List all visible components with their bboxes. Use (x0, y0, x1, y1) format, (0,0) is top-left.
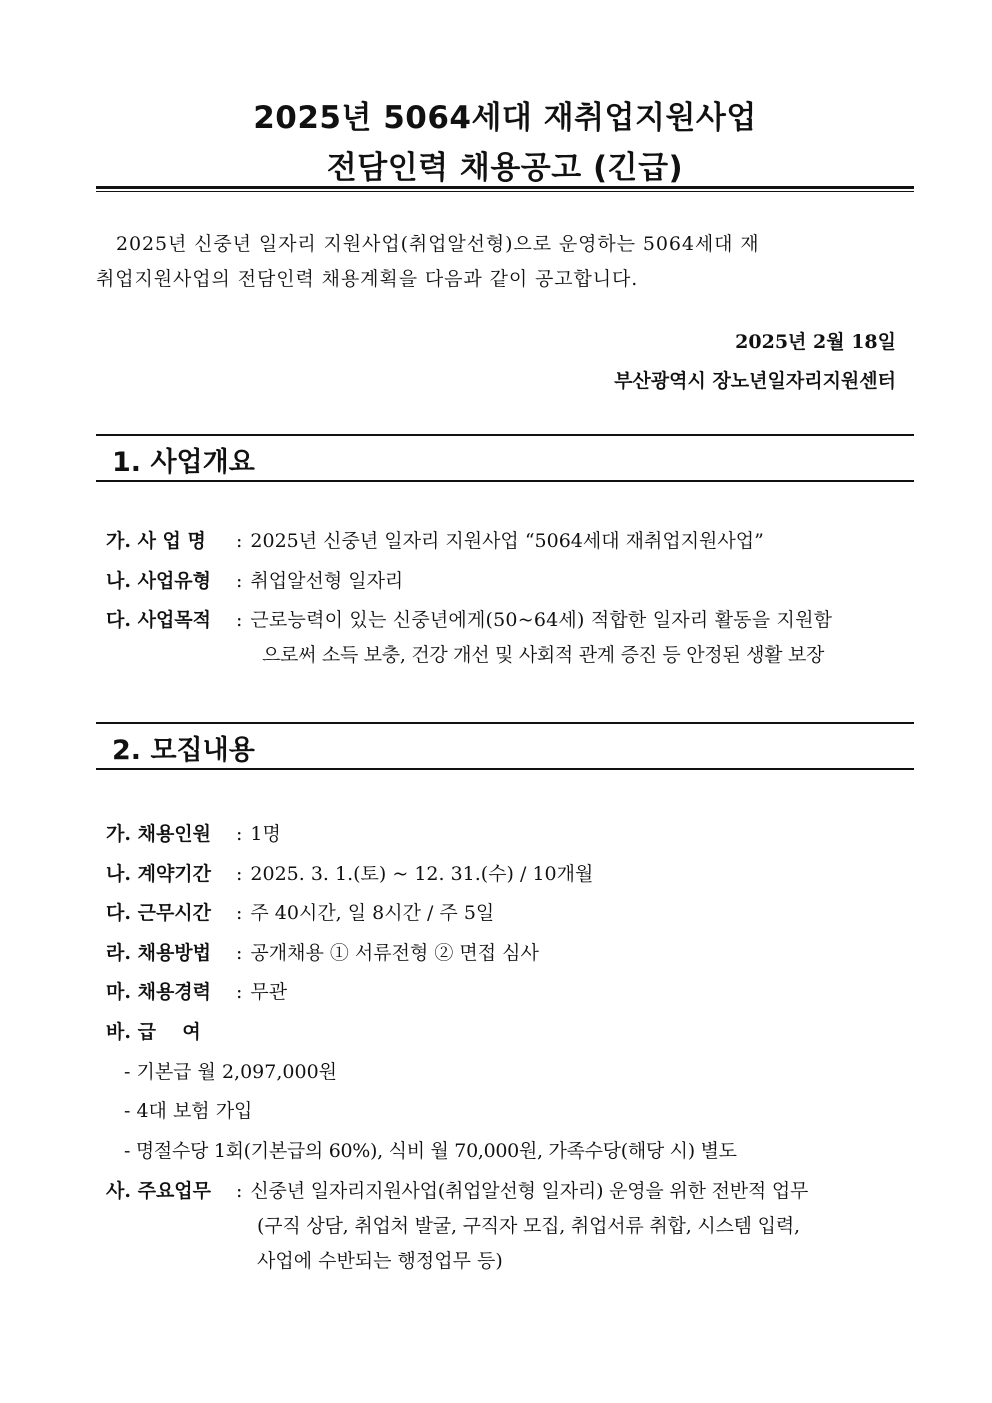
duties-continuation-1: (구직 상담, 취업처 발굴, 구직자 모집, 취업서류 취합, 시스템 입력, (257, 1215, 800, 1237)
row-value: 주 40시간, 일 8시간 / 주 5일 (250, 902, 495, 924)
section2-row-pay (106, 1017, 201, 1044)
row-colon: : (236, 902, 243, 924)
row-colon: : (236, 609, 243, 631)
duties-continuation-2: 사업에 수반되는 행정업무 등) (257, 1250, 503, 1272)
organization-name: 부산광역시 장노년일자리지원센터 (614, 370, 896, 392)
row-colon: : (236, 981, 243, 1003)
row-value: 2025년 신중년 일자리 지원사업 “5064세대 재취업지원사업” (250, 530, 764, 552)
row-label: 가. 사 업 명 (106, 530, 206, 552)
section1-row-name (106, 526, 764, 553)
row-colon: : (236, 942, 243, 964)
section1-row-purpose (106, 605, 832, 632)
row-label: 가. 채용인원 (106, 823, 211, 845)
row-colon: : (236, 823, 243, 845)
row-colon: : (236, 530, 243, 552)
section2-row-duties (106, 1176, 808, 1203)
document-title-line2: 전담인력 채용공고 (긴급) (326, 150, 684, 186)
section2-row-contract (106, 859, 593, 886)
section2-row-experience (106, 977, 287, 1004)
row-colon: : (236, 863, 243, 885)
section2-row-method (106, 938, 539, 965)
row-label: 바. 급 여 (106, 1021, 201, 1043)
row-label: 사. 주요업무 (106, 1180, 211, 1202)
row-label: 다. 근무시간 (106, 902, 211, 924)
row-value: 무관 (250, 981, 288, 1003)
title-rule-thin (96, 191, 914, 192)
section2-heading: 2. 모집내용 (112, 735, 255, 766)
row-label: 나. 사업유형 (106, 570, 211, 592)
row-label: 마. 채용경력 (106, 981, 211, 1003)
section2-header (96, 722, 914, 770)
intro-line1: 2025년 신중년 일자리 지원사업(취업알선형)으로 운영하는 5064세대 재 (116, 233, 760, 255)
section2-row-headcount (106, 819, 281, 846)
section1-row-type (106, 566, 403, 593)
section1-purpose-continuation: 으로써 소득 보충, 건강 개선 및 사회적 관계 증진 등 안정된 생활 보장 (262, 644, 825, 666)
row-value: 2025. 3. 1.(토) ~ 12. 31.(수) / 10개월 (250, 863, 594, 885)
row-value: 공개채용 ① 서류전형 ② 면접 심사 (250, 942, 539, 964)
row-label: 다. 사업목적 (106, 609, 211, 631)
row-label: 라. 채용방법 (106, 942, 211, 964)
row-label: 나. 계약기간 (106, 863, 211, 885)
row-value: 취업알선형 일자리 (250, 570, 404, 592)
pay-item-allowance: - 명절수당 1회(기본급의 60%), 식비 월 70,000원, 가족수당(해당 시) 별도 (124, 1140, 737, 1162)
row-colon: : (236, 570, 243, 592)
intro-line2: 취업지원사업의 전담인력 채용계획을 다음과 같이 공고합니다. (96, 268, 639, 290)
row-colon: : (236, 1180, 243, 1202)
announcement-date: 2025년 2월 18일 (735, 331, 896, 353)
pay-item-basic: - 기본급 월 2,097,000원 (124, 1061, 338, 1083)
section2-row-hours (106, 898, 494, 925)
row-value: 1명 (250, 823, 281, 845)
row-value: 근로능력이 있는 신중년에게(50~64세) 적합한 일자리 활동을 지원함 (250, 609, 833, 631)
section1-heading: 1. 사업개요 (112, 447, 255, 478)
row-value: 신중년 일자리지원사업(취업알선형 일자리) 운영을 위한 전반적 업무 (250, 1180, 809, 1202)
document-title-line1: 2025년 5064세대 재취업지원사업 (253, 100, 757, 136)
pay-item-insurance: - 4대 보험 가입 (124, 1100, 253, 1122)
title-rule-thick (96, 186, 914, 189)
section1-header (96, 434, 914, 482)
